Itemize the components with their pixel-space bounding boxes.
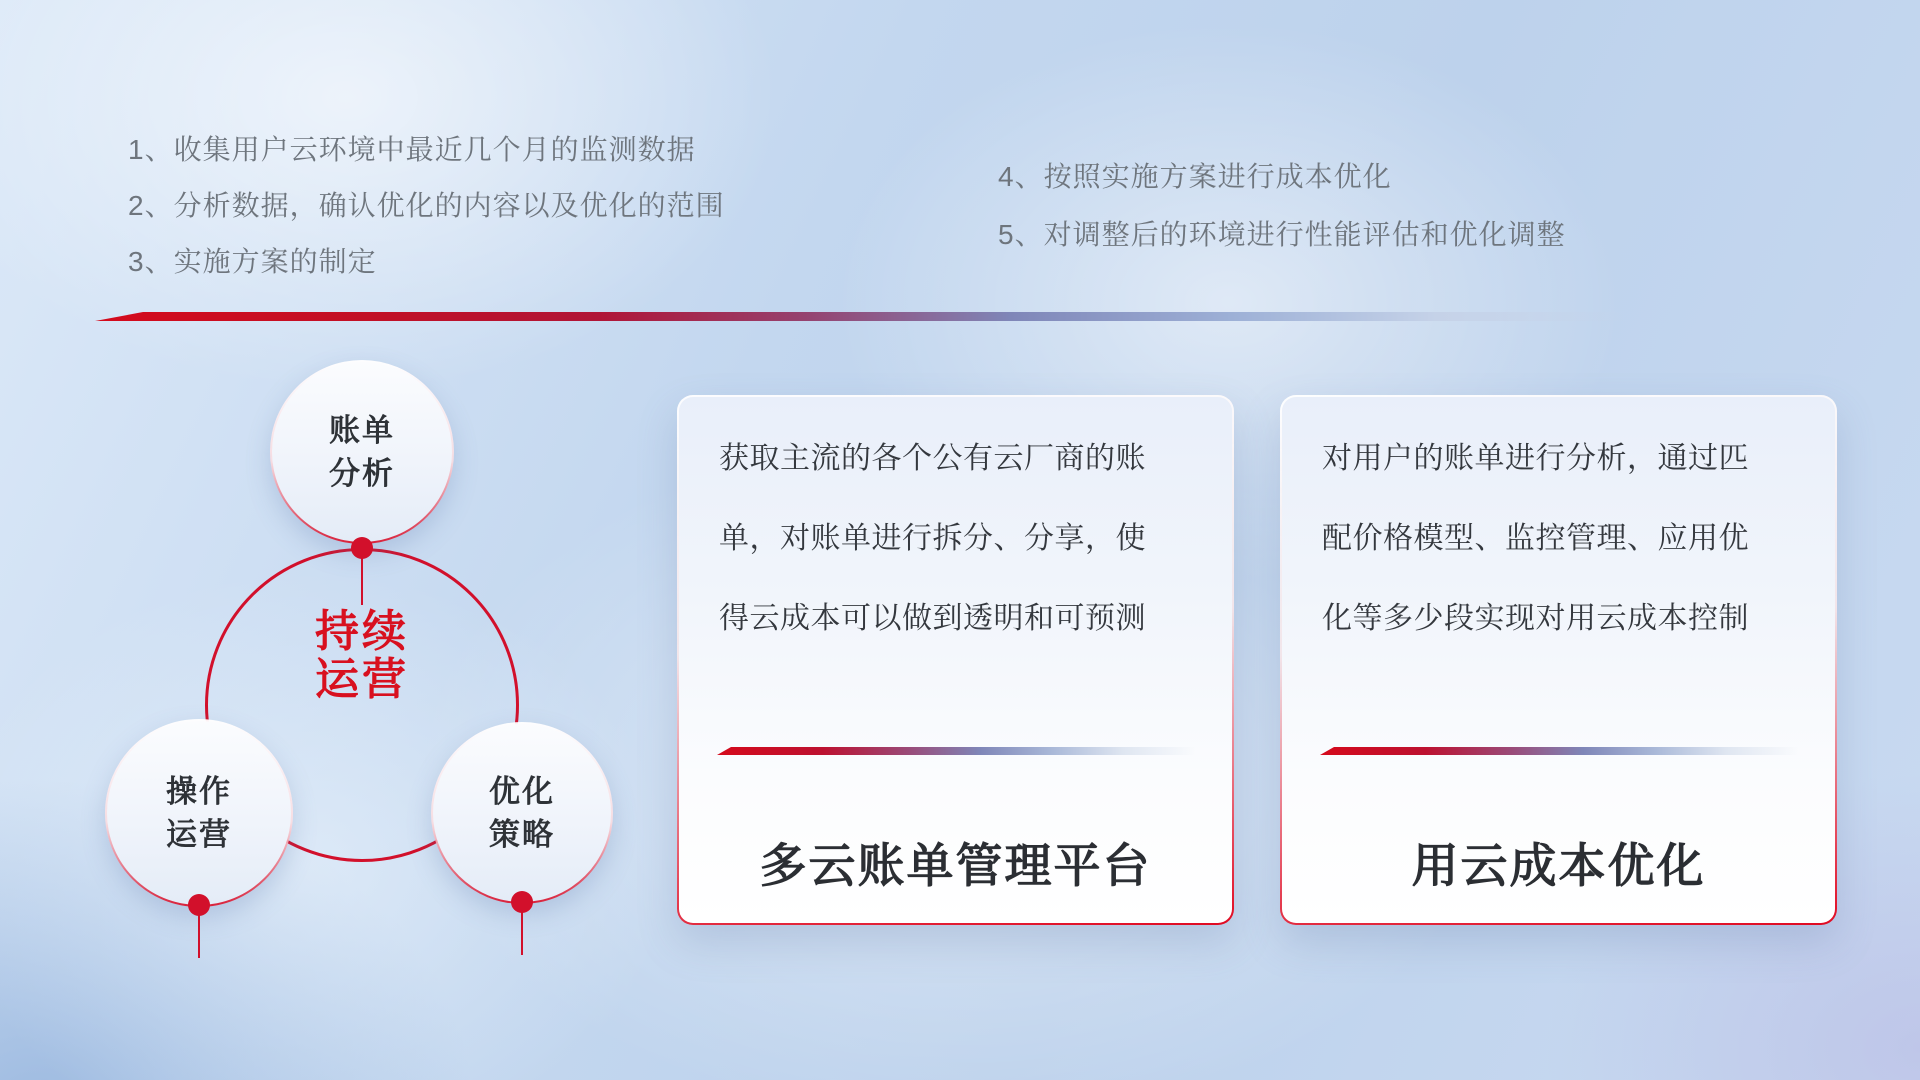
node-connector-line — [198, 914, 200, 958]
node-optimize-strategy — [431, 722, 613, 904]
card-accent-bar — [1320, 747, 1798, 755]
card-title: 多云账单管理平台 — [759, 839, 1152, 892]
center-label-line: 持续 — [315, 607, 409, 656]
card-multicloud-billing — [677, 395, 1234, 925]
node-dot — [188, 894, 210, 916]
node-operation — [105, 719, 293, 907]
section-divider-line — [95, 312, 1673, 321]
node-label-line: 分析 — [329, 456, 395, 491]
step-item-4: 4、按照实施方案进行成本优化 — [998, 161, 1392, 192]
step-item-5: 5、对调整后的环境进行性能评估和优化调整 — [998, 219, 1566, 250]
node-connector-line — [521, 911, 523, 955]
card-cloud-cost-optimization — [1280, 395, 1837, 925]
node-dot — [511, 891, 533, 913]
step-item-1: 1、收集用户云环境中最近几个月的监测数据 — [128, 134, 696, 165]
steps-list-left — [128, 122, 725, 290]
steps-list-right — [998, 148, 1566, 264]
node-label-line: 策略 — [489, 817, 555, 852]
card-body-text: 对用户的账单进行分析，通过匹配价格模型、监控管理、应用优化等多少段实现对用云成本控制 — [1322, 442, 1749, 635]
node-label-line: 运营 — [166, 817, 232, 852]
node-label-line: 操作 — [166, 774, 232, 809]
node-label-line: 账单 — [329, 413, 395, 448]
step-item-3: 3、实施方案的制定 — [128, 246, 377, 277]
node-connector-line — [361, 557, 363, 605]
step-item-2: 2、分析数据，确认优化的内容以及优化的范围 — [128, 190, 725, 221]
card-accent-bar — [717, 747, 1195, 755]
cycle-center-label — [262, 608, 462, 704]
node-label-line: 优化 — [489, 774, 555, 809]
node-bill-analysis — [270, 360, 454, 544]
card-body-text: 获取主流的各个公有云厂商的账单，对账单进行拆分、分享，使得云成本可以做到透明和可预测 — [719, 442, 1146, 635]
center-label-line: 运营 — [315, 655, 409, 704]
card-title: 用云成本优化 — [1411, 839, 1706, 892]
node-dot — [351, 537, 373, 559]
